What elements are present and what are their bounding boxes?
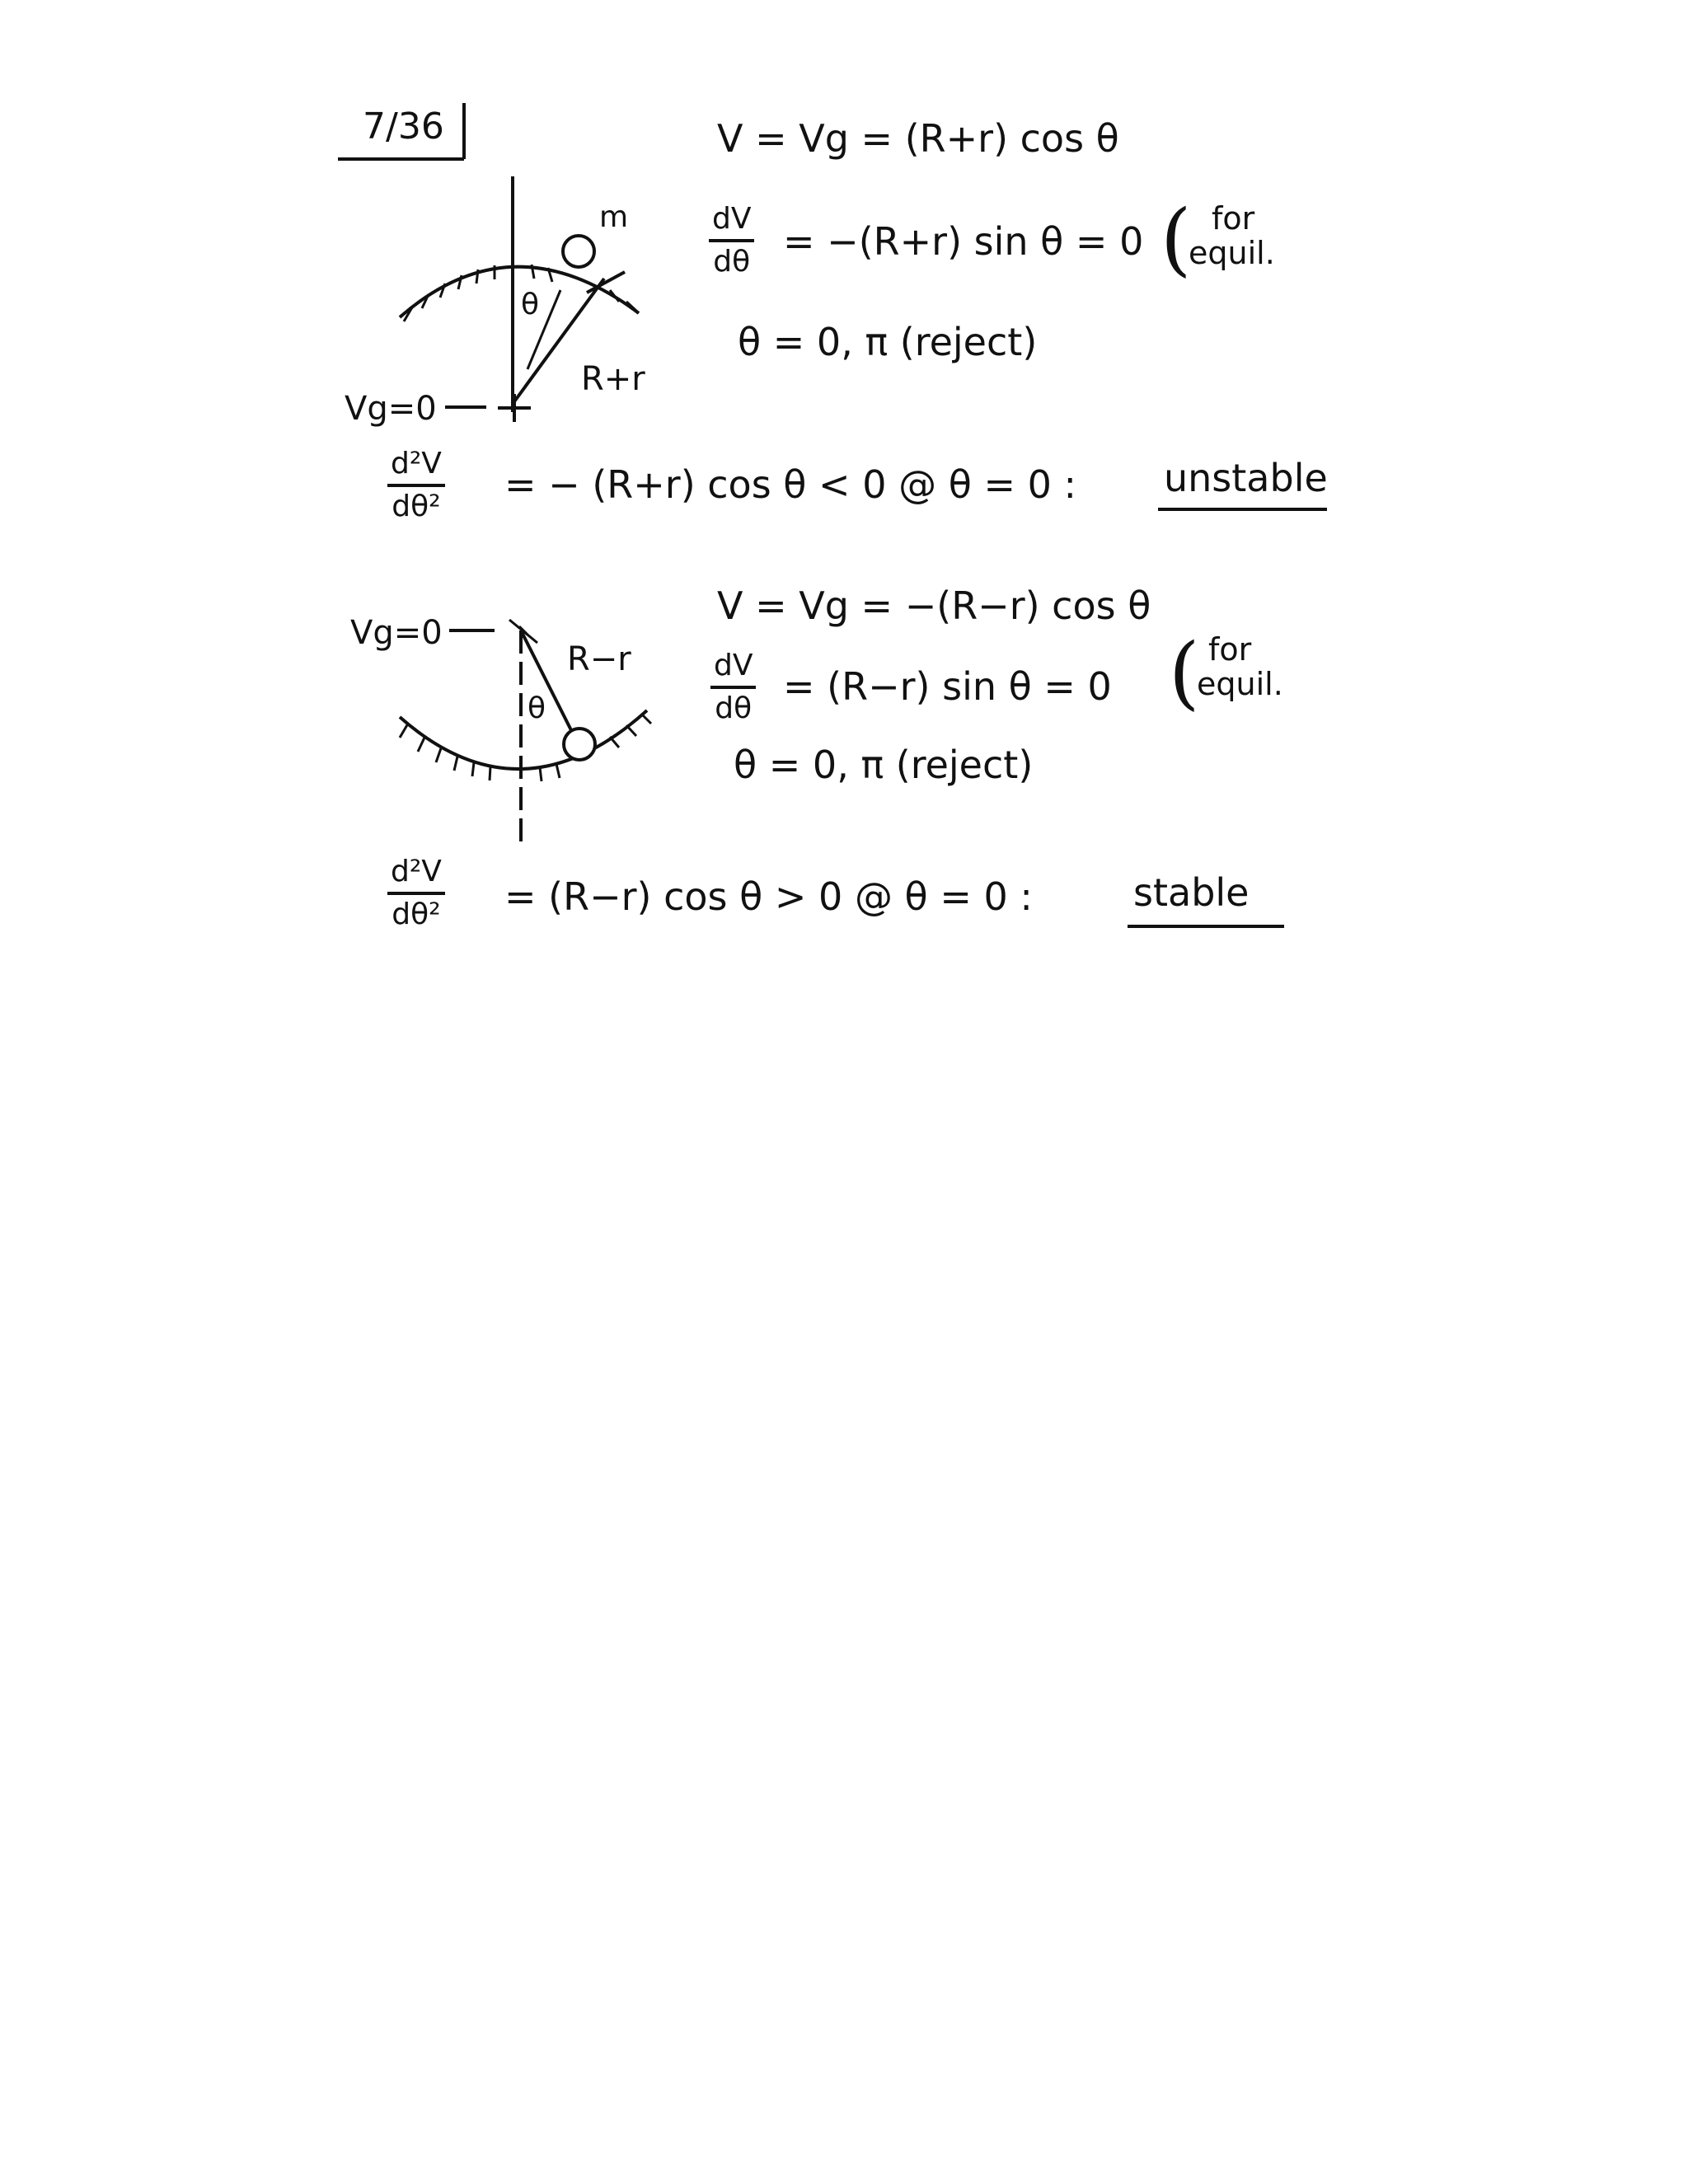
note-line-equil: equil. <box>1189 234 1275 271</box>
stability-result-unstable: unstable <box>1164 456 1328 500</box>
second-derivative-denominator-2: dθ² <box>392 898 441 931</box>
problem-number: 7/36 <box>363 105 444 148</box>
equilibrium-brace: ( <box>1160 193 1192 285</box>
angle-label: θ <box>521 288 540 321</box>
first-derivative-denominator-2: dθ <box>715 691 753 725</box>
first-derivative-equation-2: = (R−r) sin θ = 0 <box>783 664 1112 709</box>
second-derivative-denominator: dθ² <box>392 490 441 523</box>
first-derivative-numerator-2: dV <box>710 651 756 689</box>
second-derivative-numerator-2: d²V <box>387 857 445 895</box>
first-derivative-equation: = −(R+r) sin θ = 0 <box>783 219 1144 264</box>
second-derivative-equation: = − (R+r) cos θ < 0 @ θ = 0 : <box>504 462 1077 507</box>
note-line-equil-2: equil. <box>1197 665 1283 702</box>
ball-in-bowl <box>564 729 595 760</box>
radius-label-2: R−r <box>567 640 631 678</box>
angle-label-2: θ <box>528 691 546 725</box>
potential-energy-equation: V = Vg = (R+r) cos θ <box>717 116 1119 161</box>
first-derivative-numerator: dV <box>709 204 754 242</box>
datum-label-2: Vg=0 <box>350 614 443 652</box>
second-derivative-equation-2: = (R−r) cos θ > 0 @ θ = 0 : <box>504 874 1033 919</box>
datum-label: Vg=0 <box>345 390 437 428</box>
second-derivative-fraction-2 <box>387 857 445 930</box>
stable-underline <box>1128 925 1284 928</box>
note-line-for: for <box>1212 200 1255 237</box>
mass-label: m <box>599 200 629 234</box>
first-derivative-fraction-2 <box>710 651 756 724</box>
note-line-for-2: for <box>1208 631 1252 668</box>
radius-label: R+r <box>581 360 645 398</box>
equilibrium-roots: θ = 0, π (reject) <box>738 320 1038 364</box>
first-derivative-denominator: dθ <box>713 245 751 279</box>
second-derivative-numerator: d²V <box>387 449 445 487</box>
equilibrium-note-2 <box>1197 633 1283 702</box>
potential-energy-equation-2: V = Vg = −(R−r) cos θ <box>717 583 1151 628</box>
stability-result-stable: stable <box>1133 870 1250 915</box>
equilibrium-brace-2: ( <box>1169 626 1200 719</box>
equilibrium-roots-2: θ = 0, π (reject) <box>734 743 1034 787</box>
